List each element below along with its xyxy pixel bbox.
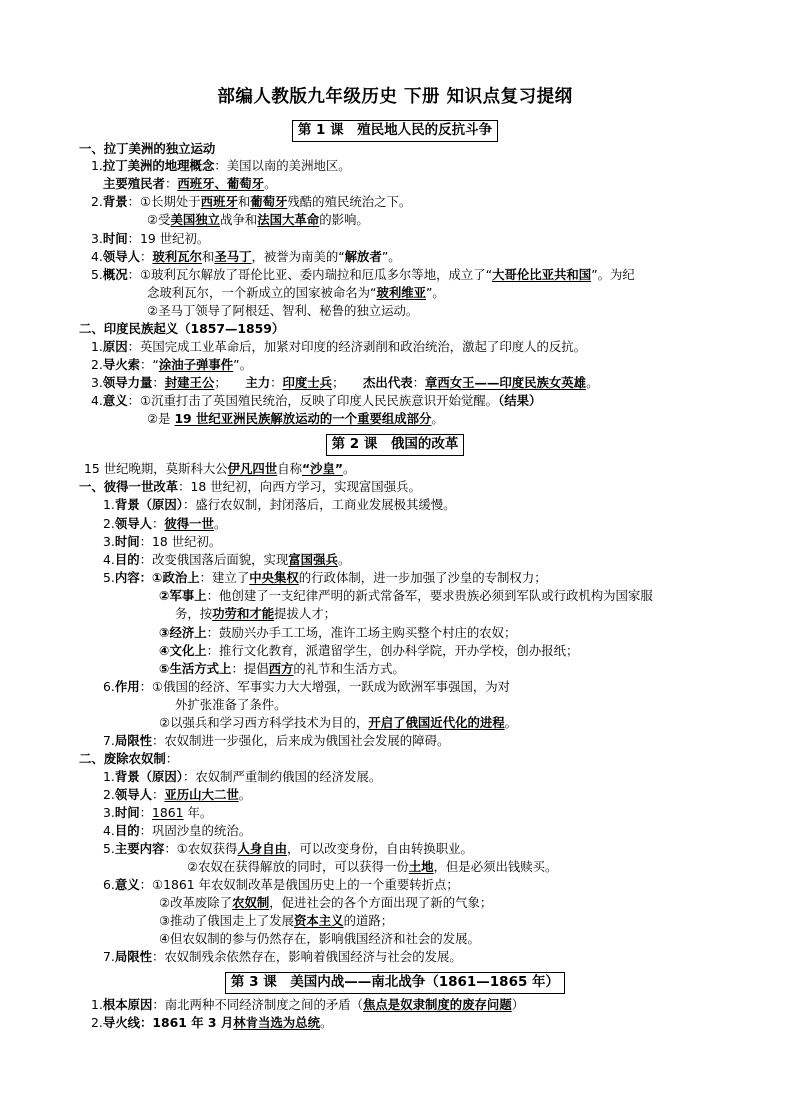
punctuation: ： (165, 751, 179, 766)
item-text: 的礼节和生活方式。 (293, 661, 405, 676)
item-text: ”。 (426, 285, 445, 300)
item-text: 的道路； (343, 913, 394, 928)
key-term: 19 世纪亚洲民族解放运动的一个重要组成部分 (174, 411, 432, 426)
item-text: ”。 (233, 357, 252, 372)
item-text: 15 世纪晚期，莫斯科大公 (84, 461, 228, 476)
key-term: 印度士兵 (282, 375, 333, 390)
item-text: ：盛行农奴制，封闭落后，工商业发展极其缓慢。 (182, 497, 456, 512)
key-term: 西方 (268, 661, 294, 676)
punctuation: ： (270, 375, 283, 390)
lesson-3-heading-wrap (0, 972, 790, 994)
item-label: 导火线 (102, 1015, 140, 1030)
item-text: ：鼓励兴办手工工场，准许工场主购买整个村庄的农奴； (206, 625, 517, 640)
key-term: 彼得一世 (164, 516, 214, 531)
item-significance (91, 392, 541, 409)
key-term: “沙皇” (301, 461, 344, 476)
key-term: 人身自由 (237, 841, 288, 856)
key-term: 涂油子弹事件 (158, 357, 234, 372)
key-term: 资本主义 (294, 913, 344, 928)
item-colonizers (103, 175, 276, 192)
key-term: 法国大革命 (257, 212, 320, 227)
key-term: 解放者 (344, 249, 382, 264)
key-term: 农奴制 (232, 895, 270, 910)
item-serf-significance (103, 876, 459, 893)
item-number: 5. (103, 570, 115, 585)
item-label: 杰出代表 (363, 375, 413, 390)
key-term: 中央集权 (249, 570, 299, 585)
item-text: ”。为纪 (591, 267, 635, 282)
punctuation: ： (152, 516, 165, 531)
item-leaders (91, 248, 401, 265)
item-text: ：南北两种不同经济制度之间的矛盾（ (152, 997, 364, 1012)
item-text: ②以强兵和学习西方科学技术为目的， (159, 715, 369, 730)
item-label: 目的 (114, 823, 140, 838)
item-text: ：1861 年 3 月 (140, 1015, 234, 1030)
item-text: 残酷的殖民统治之下。 (287, 194, 412, 209)
item-number: 6. (103, 679, 115, 694)
item-text: 。 (319, 1015, 333, 1030)
item-label: 导火索 (102, 357, 140, 372)
lesson-2-heading-wrap (0, 434, 790, 456)
item-number: 5. (91, 267, 103, 282)
key-term: 伊凡四世 (227, 461, 278, 476)
item-number: 1. (91, 339, 103, 354)
item-number: 3. (103, 805, 115, 820)
item-number: 4. (103, 552, 115, 567)
item-number: 5. (103, 841, 115, 856)
punctuation: ； (332, 375, 364, 390)
item-text: 。 (337, 552, 351, 567)
punctuation: ： (140, 249, 153, 264)
item-time (91, 230, 209, 247)
section-india-title: 二、印度民族起义（1857—1859） (79, 321, 285, 336)
lesson-1-heading: 第 1 课 殖民地人民的反抗斗争 (292, 120, 498, 142)
item-background (91, 193, 411, 210)
item-text: ：他创建了一支纪律严明的新式常备军，要求贵族必须到军队或行政机构为国家服 (206, 588, 653, 603)
key-term: 章西女王——印度民族女英雄 (425, 375, 587, 390)
item-text: 年。 (183, 805, 213, 820)
item-text: ④但农奴制的参与仍然存在，影响俄国经济和社会的发展。 (159, 931, 480, 946)
item-text: ②圣马丁领导了阿根廷、智利、秘鲁的独立运动。 (147, 303, 419, 318)
item-text: 。 (504, 715, 518, 730)
item-label: 时间 (114, 534, 140, 549)
item-root-cause (91, 996, 524, 1013)
punctuation: ： (152, 787, 165, 802)
punctuation: ； (214, 375, 246, 390)
item-text: ，促进社会的各个方面出现了新的气象； (269, 895, 493, 910)
item-note: （结果） (498, 393, 542, 408)
item-text: ：建立了 (199, 570, 250, 585)
item-text: ：农奴制严重制约俄国的经济发展。 (182, 769, 382, 784)
item-text: ，被誉为南美的“ (251, 249, 345, 264)
item-label: 局限性 (114, 733, 152, 748)
item-label: 拉丁美洲的地理概念 (102, 158, 215, 173)
item-label: 主要殖民者 (103, 176, 165, 191)
item-text: ：农奴制残余依然存在，影响着俄国经济与社会的发展。 (152, 949, 462, 964)
item-peter-effect-2 (159, 714, 517, 731)
item-label: 主要内容 (114, 841, 165, 856)
item-text: ②农奴在获得解放的同时，可以获得一份 (187, 859, 409, 874)
key-term: 亚历山大二世 (164, 787, 239, 802)
item-peter-culture (159, 642, 578, 659)
item-text: ：①沉重打击了英国殖民统治，反映了印度人民民族意识开始觉醒。 (127, 393, 499, 408)
item-text: 自称 (277, 461, 302, 476)
item-text: 务，按 (175, 606, 213, 621)
item-text: ②改革废除了 (159, 895, 233, 910)
item-number: 1. (103, 769, 115, 784)
item-number: 7. (103, 949, 115, 964)
item-number: 3. (103, 534, 115, 549)
item-serf-significance-4 (159, 930, 480, 947)
item-serf-time (103, 804, 212, 821)
item-war-fuse (91, 1014, 332, 1031)
item-peter-lifestyle (159, 660, 405, 677)
item-leading-force (91, 374, 598, 391)
item-peter-military (159, 587, 653, 604)
item-label: 领导人 (102, 249, 140, 264)
punctuation: 。 (264, 176, 277, 191)
item-text: ：英国完成工业革命后，加紧对印度的经济剥削和政治统治，激起了印度人的反抗。 (127, 339, 587, 354)
item-text: 战争和 (220, 212, 258, 227)
item-number: 2. (103, 516, 115, 531)
item-peter-economy (159, 624, 516, 641)
item-text: ：19 世纪初。 (127, 231, 210, 246)
item-serf-content-2 (187, 858, 557, 875)
item-text: 的影响。 (319, 212, 369, 227)
key-term: 林肯当选为总统 (233, 1015, 320, 1030)
item-peter-time (103, 533, 221, 550)
item-number: 1. (103, 497, 115, 512)
item-label: ③经济上 (159, 625, 207, 640)
item-text: ②受 (147, 212, 171, 227)
item-overview-2 (147, 302, 418, 319)
item-text: ：①俄国的经济、军事实力大大增强，一跃成为欧洲军事强国，为对 (139, 679, 511, 694)
item-text: ：①农奴获得 (164, 841, 238, 856)
item-text: ”。 (381, 249, 401, 264)
lesson-2-intro (84, 460, 355, 477)
key-term: 西班牙、葡萄牙 (177, 176, 265, 191)
item-number: 4. (91, 249, 103, 264)
item-number: 2. (91, 1015, 103, 1030)
item-text: ：①玻利瓦尔解放了哥伦比亚、委内瑞拉和厄瓜多尔等地，成立了“ (127, 267, 493, 282)
item-text: ：提倡 (231, 661, 269, 676)
section-serfdom-title (79, 750, 178, 767)
item-label: 领导人 (114, 516, 152, 531)
key-term: 功劳和才能 (212, 606, 275, 621)
key-term: 焦点是奴隶制度的废存问题 (363, 997, 512, 1012)
item-label: ：①政治上 (139, 570, 200, 585)
section-peter-title (79, 478, 421, 495)
item-serf-leader (103, 786, 251, 803)
punctuation: ： (164, 176, 178, 191)
item-text: ，可以改变身份，自由转换职业。 (287, 841, 473, 856)
item-peter-content (103, 569, 547, 586)
page-title: 部编人教版九年级历史 下册 知识点复习提纲 (217, 87, 573, 107)
item-label: 背景（原因） (114, 497, 183, 512)
item-text: 念玻利瓦尔，一个新成立的国家被命名为“ (147, 285, 377, 300)
item-text: ：巩固沙皇的统治。 (139, 823, 252, 838)
item-number: 3. (91, 375, 103, 390)
item-serf-limit (103, 948, 462, 965)
item-number: 2. (91, 194, 103, 209)
item-text: ：改变俄国落后面貌，实现 (139, 552, 289, 567)
item-fuse (91, 356, 252, 373)
item-text: 的行政体制，进一步加强了沙皇的专制权力； (298, 570, 547, 585)
item-background-2 (147, 211, 369, 228)
lesson-3-heading: 第 3 课 美国内战——南北战争（1861—1865 年） (225, 972, 565, 994)
punctuation: 。 (213, 516, 227, 531)
item-text: ，但是必须出钱赎买。 (433, 859, 558, 874)
item-label: ④文化上 (159, 643, 207, 658)
item-text: 和 (201, 249, 215, 264)
item-cause (91, 338, 586, 355)
key-term: 1861 (152, 805, 184, 820)
item-label: 时间 (102, 231, 128, 246)
item-number: 3. (91, 231, 103, 246)
item-text: ：18 世纪初。 (139, 534, 222, 549)
item-significance-2 (147, 410, 444, 427)
item-peter-effect (103, 678, 510, 695)
item-text: 提拔人才； (274, 606, 337, 621)
item-number: 4. (103, 823, 115, 838)
item-label: 作用 (114, 679, 140, 694)
item-label: 意义 (102, 393, 128, 408)
item-number: 6. (103, 877, 115, 892)
section-title: 一、彼得一世改革 (79, 479, 179, 494)
item-text: ：推行文化教育，派遣留学生，创办科学院，开办学校，创办报纸； (206, 643, 579, 658)
item-text: ：①1861 年农奴制改革是俄国历史上的一个重要转折点； (139, 877, 459, 892)
key-term: 玻利维亚 (376, 285, 427, 300)
item-text: ：美国以南的美洲地区。 (214, 158, 351, 173)
item-text: ：“ (140, 357, 159, 372)
punctuation: 。 (238, 787, 252, 802)
item-label: 意义 (114, 877, 140, 892)
punctuation: ： (139, 805, 152, 820)
item-number: 1. (91, 158, 103, 173)
key-term: 葡萄牙 (250, 194, 288, 209)
item-label: 原因 (102, 339, 128, 354)
item-peter-background (103, 496, 456, 513)
item-label: 背景（原因） (114, 769, 183, 784)
item-serf-background (103, 768, 381, 785)
item-text: ：①长期处于 (127, 194, 201, 209)
item-peter-effect-cont (175, 696, 287, 713)
key-term: 西班牙 (200, 194, 238, 209)
item-label: 内容 (114, 570, 140, 585)
item-serf-content (103, 840, 473, 857)
item-peter-aim (103, 551, 350, 568)
item-text: ③推动了俄国走上了发展 (159, 913, 295, 928)
key-term: 富国强兵 (288, 552, 338, 567)
item-text: 外扩张准备了条件。 (175, 697, 287, 712)
item-number: 1. (91, 997, 103, 1012)
item-text: ：农奴制进一步强化，后来成为俄国社会发展的障碍。 (152, 733, 450, 748)
item-label: 根本原因 (102, 997, 153, 1012)
item-text: 。 (431, 411, 444, 426)
item-number: 2. (91, 357, 103, 372)
lesson-2-heading: 第 2 课 俄国的改革 (326, 434, 465, 456)
item-text: ：18 世纪初，向西方学习，实现富国强兵。 (178, 479, 421, 494)
punctuation: ： (412, 375, 425, 390)
punctuation: 。 (586, 375, 599, 390)
key-term: 玻利瓦尔 (152, 249, 202, 264)
item-label: 主力 (245, 375, 271, 390)
item-peter-military-cont (175, 605, 336, 622)
key-term: 圣马丁 (214, 249, 252, 264)
item-text: ②是 (147, 411, 175, 426)
item-serf-significance-2 (159, 894, 492, 911)
item-label: 目的 (114, 552, 140, 567)
item-label: ⑤生活方式上 (159, 661, 232, 676)
lesson-1-heading-wrap (0, 120, 790, 142)
punctuation: ： (152, 375, 165, 390)
item-label: 背景 (102, 194, 128, 209)
item-number: 4. (91, 393, 103, 408)
item-label: 领导人 (114, 787, 152, 802)
item-serf-significance-3 (159, 912, 393, 929)
item-label: 概况 (102, 267, 128, 282)
item-number: 7. (103, 733, 115, 748)
item-text: ） (511, 997, 525, 1012)
item-peter-limit (103, 732, 449, 749)
item-text: 。 (343, 461, 356, 476)
item-label: 时间 (114, 805, 140, 820)
section-title: 二、废除农奴制 (79, 751, 166, 766)
item-number: 2. (103, 787, 115, 802)
item-concept (91, 157, 351, 174)
key-term: 土地 (408, 859, 434, 874)
item-serf-aim (103, 822, 251, 839)
item-text: 和 (237, 194, 251, 209)
key-term: 大哥伦比亚共和国 (492, 267, 592, 282)
item-overview (91, 266, 635, 283)
item-label: ②军事上 (159, 588, 207, 603)
item-label: 领导力量 (102, 375, 153, 390)
item-overview-cont (147, 284, 445, 301)
key-term: 美国独立 (170, 212, 221, 227)
item-peter-leader (103, 515, 226, 532)
key-term: 封建王公 (164, 375, 215, 390)
section-latin-america-title: 一、拉丁美洲的独立运动 (79, 141, 216, 156)
item-label: 局限性 (114, 949, 152, 964)
key-term: 开启了俄国近代化的进程 (368, 715, 505, 730)
